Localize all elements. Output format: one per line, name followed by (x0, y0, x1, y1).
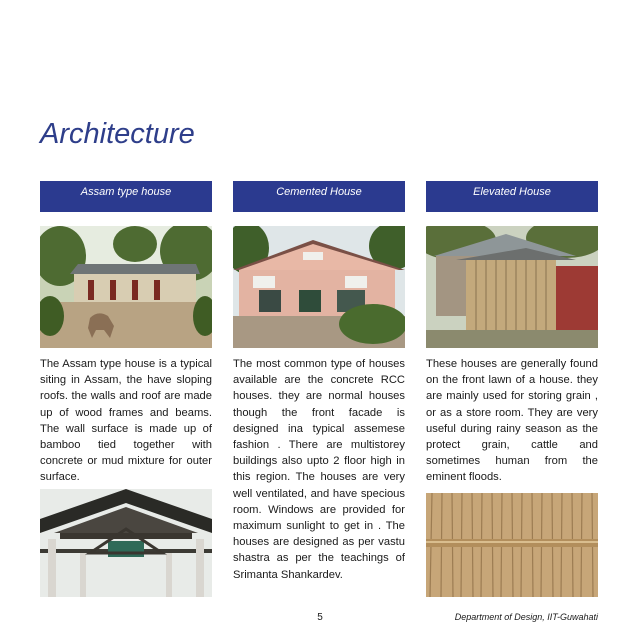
page-title: Architecture (40, 118, 195, 150)
namghar-illustration (40, 489, 212, 597)
elevated-house-illustration (426, 226, 598, 348)
column-cemented-house (233, 181, 405, 594)
namghar-photo (40, 489, 212, 597)
column-header: Assam type house (40, 181, 212, 212)
column-header: Elevated House (426, 181, 598, 212)
bamboo-wall-illustration (426, 493, 598, 597)
cemented-house-description: The most common type of houses available are the concrete RCC houses. they are normal houses though the front facade is designed ina typical assemese fashion . There are multistorey buildings also upto 2 floor high in this region. The houses are very well ventilated, and have specious room. Windows are provided for maximum sunlight to get in . The houses are designed as per vastu shastra as per the teachings of Srimanta Shankardev. (233, 358, 405, 581)
elevated-house-photo (426, 226, 598, 348)
elevated-house-description: These houses are generally found on the front lawn of a house. they are mainly used for storing grain , or as a store room. They are very useful during rainy season as the protect grain, cattle and sometimes human from the eminent floods. (426, 358, 598, 484)
assam-house-description: The Assam type house is a typical siting in Assam, the have sloping roofs. the walls and roof are made up of wood frames and beams. The wall surface is made up of bamboo tied together with concrete or mud mixture for outer surface. (40, 358, 212, 484)
page-number: 5 (317, 612, 323, 623)
assam-house-illustration (40, 226, 212, 348)
column-header: Cemented House (233, 181, 405, 212)
bamboo-wall-photo (426, 493, 598, 597)
assam-house-photo (40, 226, 212, 348)
cemented-house-photo (233, 226, 405, 348)
column-assam-type-house (40, 181, 212, 497)
column-elevated-house (426, 181, 598, 497)
cemented-house-illustration (233, 226, 405, 348)
department-credit: Department of Design, IIT-Guwahati (454, 612, 598, 622)
